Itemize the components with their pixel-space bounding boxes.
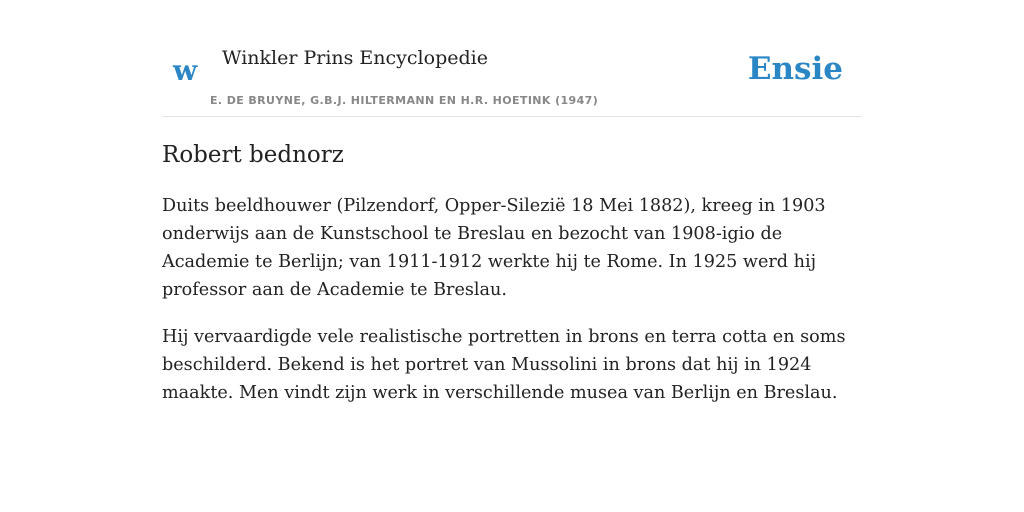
ensie-logo[interactable]: Ensie — [747, 51, 843, 87]
source-header — [162, 0, 862, 117]
article-paragraph: Duits beeldhouwer (Pilzendorf, Opper-Silezië 18 Mei 1882), kreeg in 1903 onderwijs aan de Kunstschool te Breslau en bezocht van 1908-igio de Academie te Berlijn; van 1911-1912 werkte hij te Rome. In 1925 werd hij professor aan de Academie te Breslau. — [162, 196, 826, 300]
source-authors: E. DE BRUYNE, G.B.J. HILTERMANN EN H.R. HOETINK (1947) — [210, 94, 599, 107]
article-page — [162, 0, 862, 403]
article-title: Robert bednorz — [162, 142, 344, 168]
winkler-prins-logo[interactable]: w — [173, 54, 198, 87]
article-paragraph: Hij vervaardigde vele realistische portretten in brons en terra cotta en soms beschilderd. Bekend is het portret van Mussolini in brons dat hij in 1924 maakte. Men vindt zijn werk in verschillende musea van Berlijn en Breslau. — [162, 327, 846, 403]
article-body — [162, 192, 862, 426]
source-book-title[interactable]: Winkler Prins Encyclopedie — [222, 47, 488, 69]
